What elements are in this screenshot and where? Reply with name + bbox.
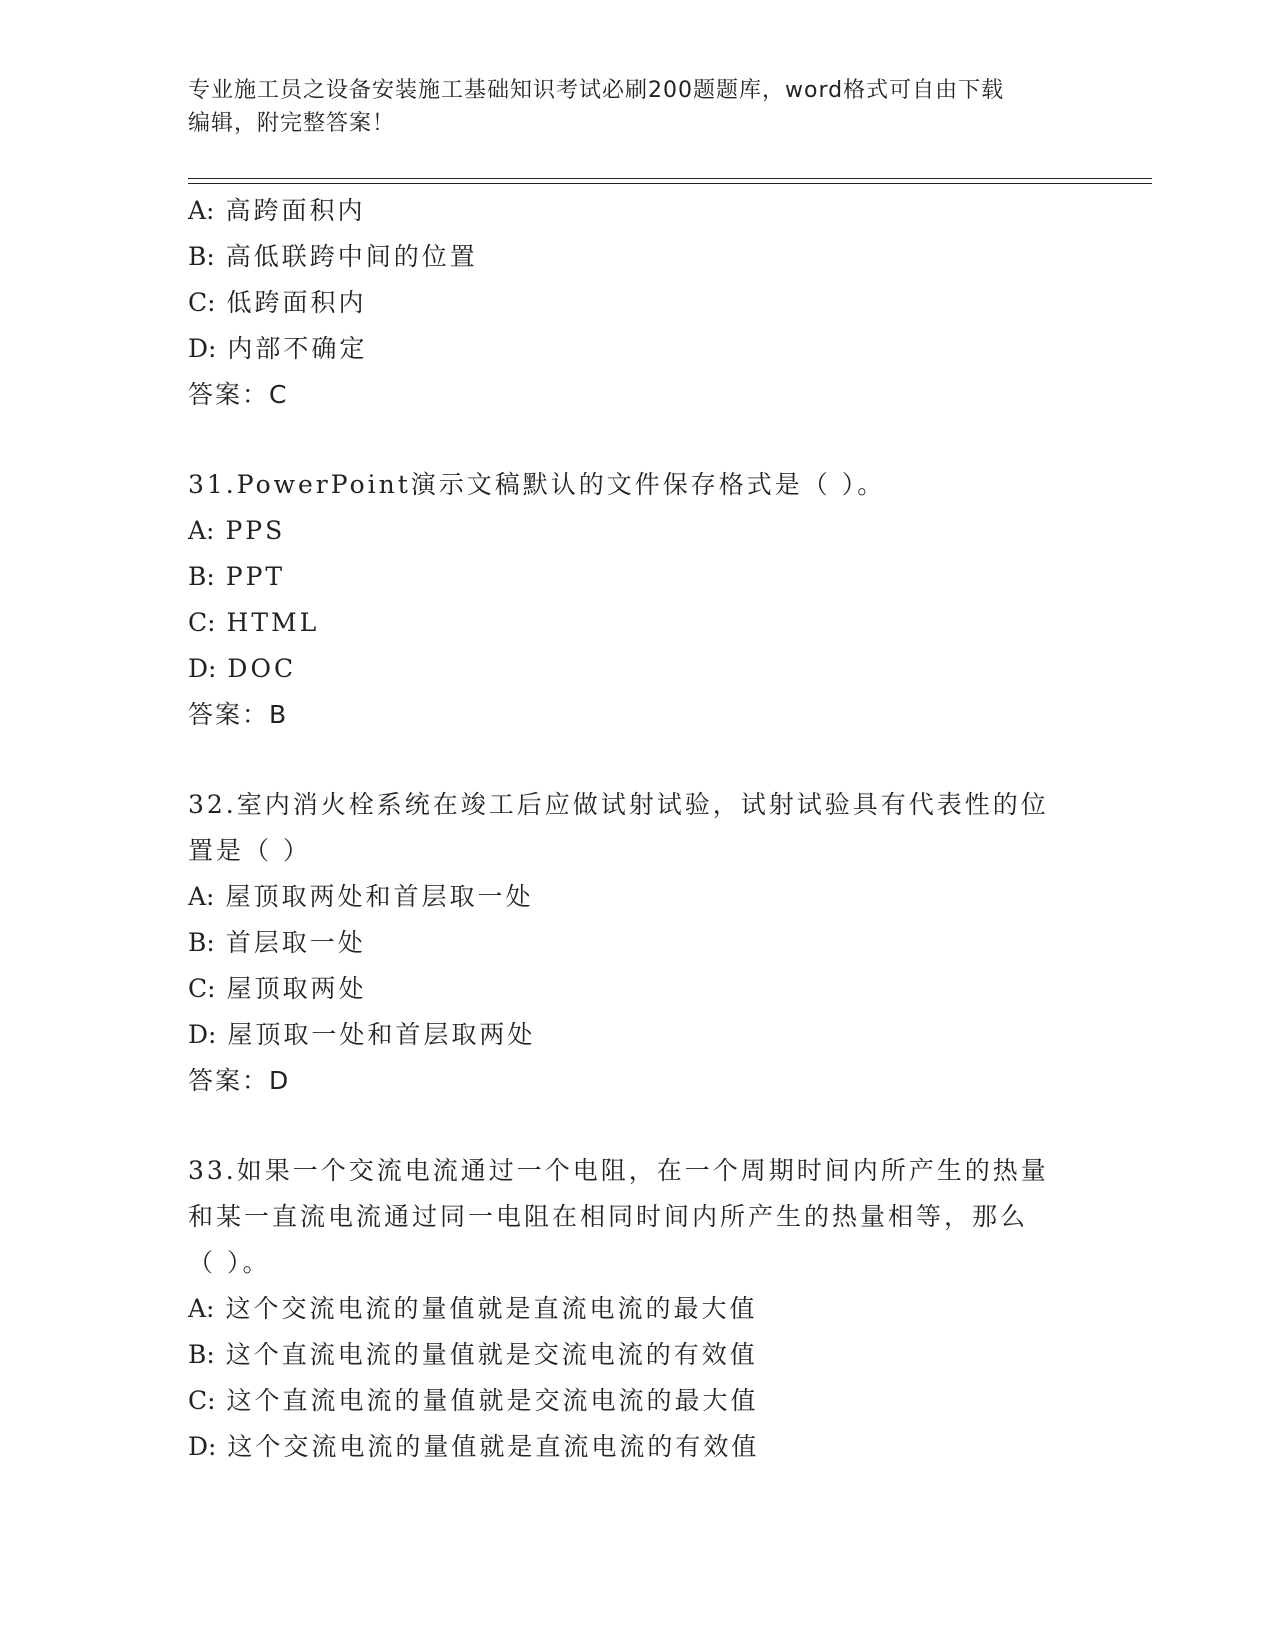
option-c bbox=[188, 600, 1088, 646]
question-30-continued bbox=[188, 188, 1088, 418]
header-rule-top bbox=[188, 178, 1152, 179]
answer-label: 答案：C bbox=[188, 380, 289, 409]
question-32 bbox=[188, 782, 1088, 1104]
option-letter: A: bbox=[188, 196, 215, 225]
option-text: 屋顶取一处和首层取两处 bbox=[227, 1020, 536, 1049]
option-letter: D: bbox=[188, 654, 217, 683]
question-text-line-3: （ ）。 bbox=[188, 1248, 271, 1277]
option-text: 屋顶取两处和首层取一处 bbox=[225, 882, 534, 911]
question-33 bbox=[188, 1148, 1088, 1470]
document-body bbox=[188, 188, 1088, 1470]
option-letter: B: bbox=[188, 1340, 215, 1369]
option-letter: A: bbox=[188, 516, 215, 545]
option-letter: A: bbox=[188, 1294, 215, 1323]
option-a bbox=[188, 188, 1088, 234]
option-b bbox=[188, 920, 1088, 966]
question-text-line-1: 32.室内消火栓系统在竣工后应做试射试验，试射试验具有代表性的位 bbox=[188, 790, 1049, 819]
option-letter: C: bbox=[188, 1386, 216, 1415]
document-header bbox=[188, 74, 1078, 140]
option-letter: B: bbox=[188, 242, 215, 271]
option-b bbox=[188, 554, 1088, 600]
option-text: 高低联跨中间的位置 bbox=[225, 242, 478, 271]
answer-label: 答案：D bbox=[188, 1066, 291, 1095]
option-letter: D: bbox=[188, 334, 217, 363]
question-text-line-1: 33.如果一个交流电流通过一个电阻，在一个周期时间内所产生的热量 bbox=[188, 1156, 1049, 1185]
option-text: 低跨面积内 bbox=[226, 288, 367, 317]
option-letter: B: bbox=[188, 562, 215, 591]
option-b bbox=[188, 1332, 1088, 1378]
option-d bbox=[188, 326, 1088, 372]
header-rule-bottom bbox=[188, 183, 1152, 184]
option-letter: B: bbox=[188, 928, 215, 957]
question-31 bbox=[188, 462, 1088, 738]
option-c bbox=[188, 966, 1088, 1012]
option-text: 这个直流电流的量值就是交流电流的有效值 bbox=[225, 1340, 758, 1369]
option-text: PPS bbox=[225, 516, 286, 545]
option-a bbox=[188, 874, 1088, 920]
option-c bbox=[188, 280, 1088, 326]
option-text: DOC bbox=[227, 654, 297, 683]
option-text: 高跨面积内 bbox=[225, 196, 366, 225]
option-letter: A: bbox=[188, 882, 215, 911]
option-letter: C: bbox=[188, 288, 216, 317]
option-d bbox=[188, 646, 1088, 692]
option-letter: D: bbox=[188, 1020, 217, 1049]
option-text: HTML bbox=[226, 608, 320, 637]
option-text: 这个直流电流的量值就是交流电流的最大值 bbox=[226, 1386, 759, 1415]
option-text: 屋顶取两处 bbox=[226, 974, 367, 1003]
option-a bbox=[188, 508, 1088, 554]
option-a bbox=[188, 1286, 1088, 1332]
question-text-line-2: 和某一直流电流通过同一电阻在相同时间内所产生的热量相等，那么 bbox=[188, 1202, 1029, 1231]
answer-label: 答案：B bbox=[188, 700, 289, 729]
option-d bbox=[188, 1424, 1088, 1470]
question-text: 31.PowerPoint演示文稿默认的文件保存格式是（ ）。 bbox=[188, 470, 886, 499]
option-b bbox=[188, 234, 1088, 280]
header-line-2: 编辑，附完整答案！ bbox=[188, 111, 396, 136]
option-text: 这个交流电流的量值就是直流电流的最大值 bbox=[225, 1294, 758, 1323]
option-text: 首层取一处 bbox=[225, 928, 366, 957]
option-letter: C: bbox=[188, 974, 216, 1003]
option-letter: D: bbox=[188, 1432, 217, 1461]
option-letter: C: bbox=[188, 608, 216, 637]
header-line-1: 专业施工员之设备安装施工基础知识考试必刷200题题库，word格式可自由下载 bbox=[188, 78, 1005, 103]
question-text-line-2: 置是（ ） bbox=[188, 836, 311, 865]
option-text: 这个交流电流的量值就是直流电流的有效值 bbox=[227, 1432, 760, 1461]
option-d bbox=[188, 1012, 1088, 1058]
option-text: 内部不确定 bbox=[227, 334, 368, 363]
option-c bbox=[188, 1378, 1088, 1424]
option-text: PPT bbox=[225, 562, 286, 591]
